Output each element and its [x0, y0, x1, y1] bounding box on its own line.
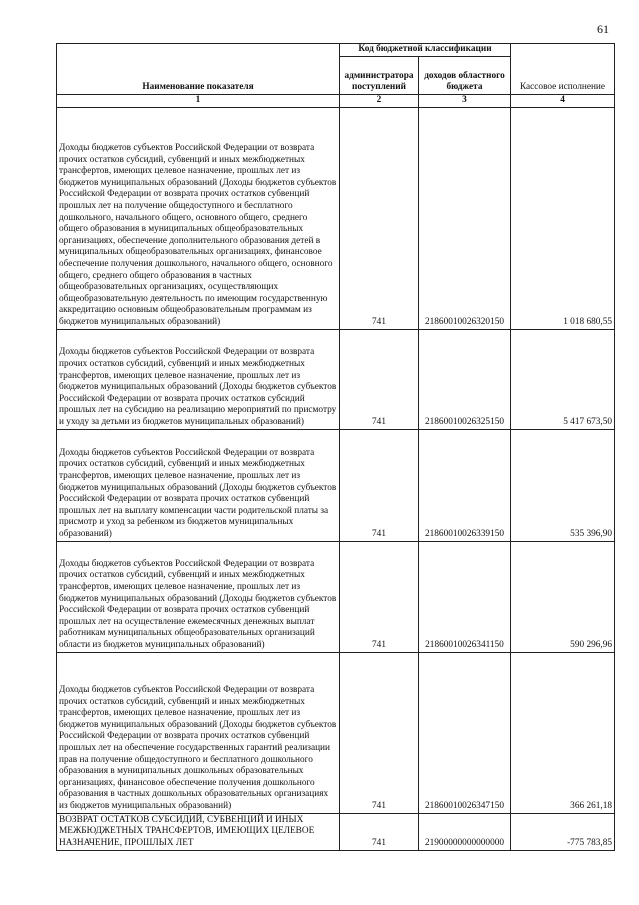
row-name: Доходы бюджетов субъектов Российской Федерации от возврата прочих остатков субсидий, субвенций и иных межбюджетных трансфертов, имеющих целевое назначение, прошлых лет из бюджетов муниципальных образований (Доходы бюджетов субъектов Российской Федерации от возврата прочих остатков субвенций прошлых лет на получение общедоступного и бесплатного дошкольного, начального общего, основного общего, среднего общего образования в муниципальных общеобразовательных организациях, обеспечение дополнительного образования детей в муниципальных общеобразовательных организациях, финансовое обеспечение получения дошкольного, начального общего, основного общего, среднего общего образования в частных общеобразовательных организациях, осуществляющих общеобразовательную деятельность по имеющим государственную аккредитацию основным общеобразовательным программам из бюджетов муниципальных образований): [57, 107, 340, 329]
row-income-code: 21860010026339150: [419, 429, 511, 541]
row-name: ВОЗВРАТ ОСТАТКОВ СУБСИДИЙ, СУБВЕНЦИЙ И ИНЫХ МЕЖБЮДЖЕТНЫХ ТРАНСФЕРТОВ, ИМЕЮЩИХ ЦЕЛЕВОЕ НАЗНАЧЕНИЕ, ПРОШЛЫХ ЛЕТ: [57, 813, 340, 850]
header-classification-group: Код бюджетной классификации: [340, 44, 511, 57]
row-admin-code: 741: [340, 813, 419, 850]
header-income-code: доходов областного бюджета: [419, 57, 511, 95]
column-number-2: 2: [340, 95, 419, 108]
row-name: Доходы бюджетов субъектов Российской Федерации от возврата прочих остатков субсидий, субвенций и иных межбюджетных трансфертов, имеющих целевое назначение, прошлых лет из бюджетов муниципальных образований (Доходы бюджетов субъектов Российской Федерации от возврата прочих остатков субвенций прошлых лет на осуществление ежемесячных денежных выплат работникам муниципальных общеобразовательных организаций области из бюджетов муниципальных образований): [57, 541, 340, 652]
column-number-3: 3: [419, 95, 511, 108]
row-income-code: 21860010026320150: [419, 107, 511, 329]
page-number: 61: [597, 22, 609, 36]
table-row: [57, 329, 615, 429]
row-name: Доходы бюджетов субъектов Российской Федерации от возврата прочих остатков субсидий, субвенций и иных межбюджетных трансфертов, имеющих целевое назначение, прошлых лет из бюджетов муниципальных образований (Доходы бюджетов субъектов Российской Федерации от возврата прочих остатков субсидий прошлых лет на субсидию на реализацию мероприятий по присмотру и уходу за детьми из бюджетов муниципальных образований): [57, 329, 340, 429]
row-amount: 590 296,96: [511, 541, 615, 652]
header-cash-execution: Кассовое исполнение: [511, 44, 615, 95]
row-amount: -775 783,85: [511, 813, 615, 850]
table-row-total: [57, 813, 615, 850]
row-admin-code: 741: [340, 541, 419, 652]
row-name: Доходы бюджетов субъектов Российской Федерации от возврата прочих остатков субсидий, субвенций и иных межбюджетных трансфертов, имеющих целевое назначение, прошлых лет из бюджетов муниципальных образований (Доходы бюджетов субъектов Российской Федерации от возврата прочих остатков субвенций прошлых лет на выплату компенсации части родительской платы за присмотр и уход за ребенком из бюджетов муниципальных образований): [57, 429, 340, 541]
row-income-code: 21900000000000000: [419, 813, 511, 850]
row-amount: 366 261,18: [511, 652, 615, 813]
column-number-1: 1: [57, 95, 340, 108]
table-row: [57, 541, 615, 652]
row-income-code: 21860010026347150: [419, 652, 511, 813]
table-row: [57, 107, 615, 329]
budget-table: [56, 43, 615, 851]
column-number-4: 4: [511, 95, 615, 108]
row-name: Доходы бюджетов субъектов Российской Федерации от возврата прочих остатков субсидий, субвенций и иных межбюджетных трансфертов, имеющих целевое назначение, прошлых лет из бюджетов муниципальных образований (Доходы бюджетов субъектов Российской Федерации от возврата прочих остатков субвенций прошлых лет на обеспечение государственных гарантий реализации прав на получение общедоступного и бесплатного дошкольного образования в муниципальных дошкольных образовательных организациях, финансовое обеспечение получения дошкольного образования в частных дошкольных образовательных организациях из бюджетов муниципальных образований): [57, 652, 340, 813]
row-income-code: 21860010026341150: [419, 541, 511, 652]
row-amount: 535 396,90: [511, 429, 615, 541]
row-amount: 1 018 680,55: [511, 107, 615, 329]
row-amount: 5 417 673,50: [511, 329, 615, 429]
row-admin-code: 741: [340, 329, 419, 429]
header-name: Наименование показателя: [57, 44, 340, 95]
table-row: [57, 652, 615, 813]
table-row: [57, 429, 615, 541]
row-admin-code: 741: [340, 652, 419, 813]
header-admin: администратора поступлений: [340, 57, 419, 95]
row-admin-code: 741: [340, 107, 419, 329]
row-admin-code: 741: [340, 429, 419, 541]
row-income-code: 21860010026325150: [419, 329, 511, 429]
